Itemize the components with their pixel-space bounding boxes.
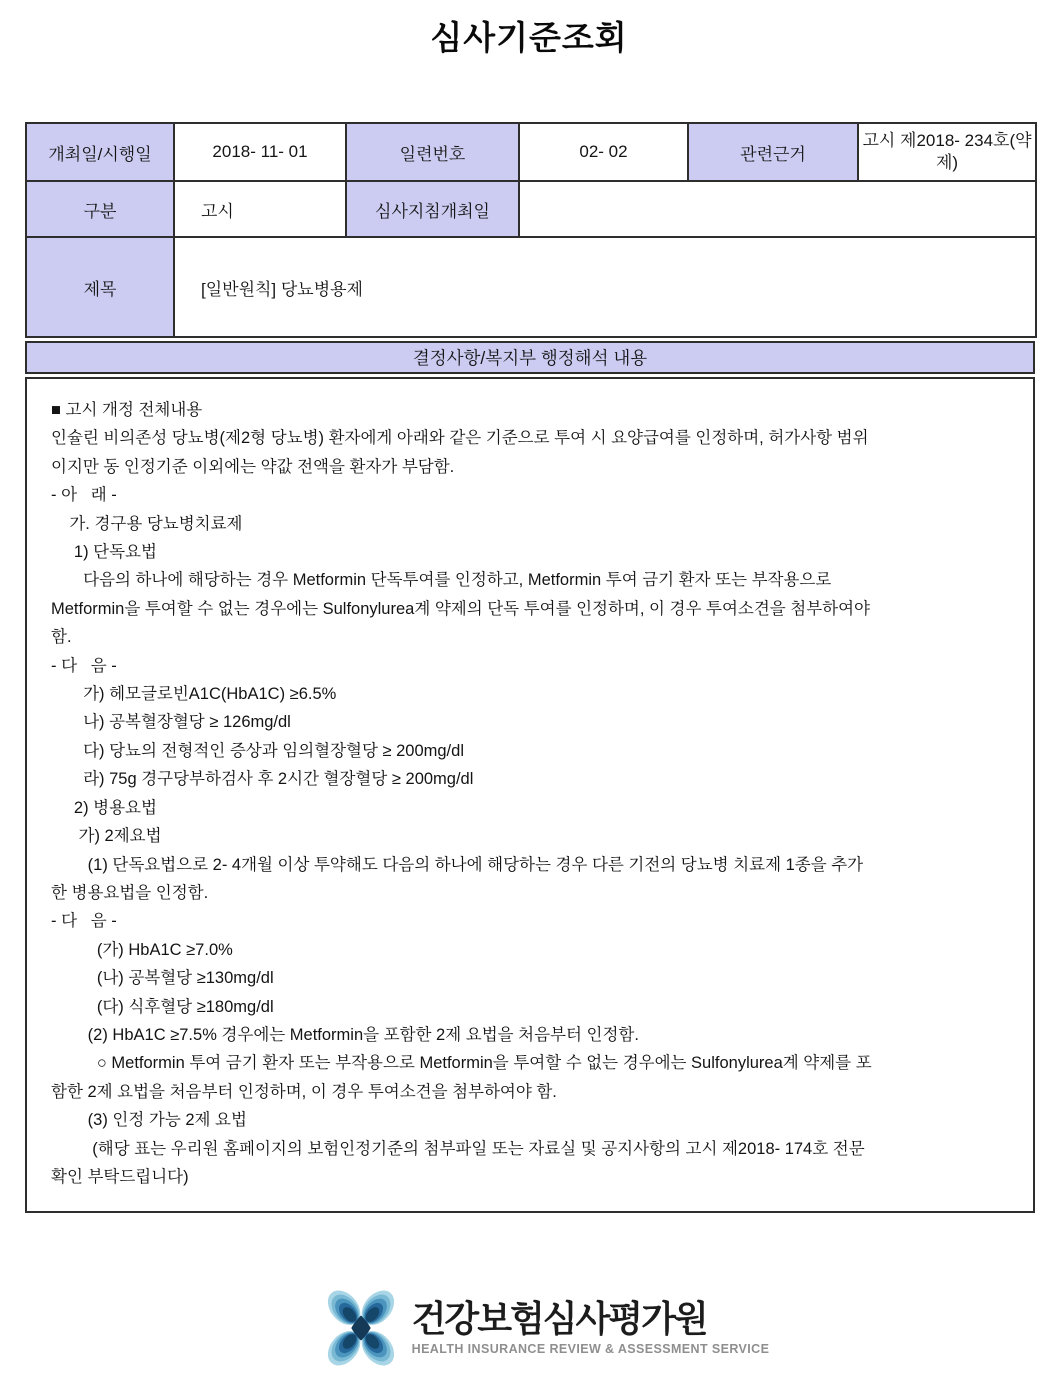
content-line: (다) 식후혈당 ≥180mg/dl	[51, 997, 274, 1016]
label-serial-number: 일련번호	[346, 123, 519, 181]
content-line: - 아 래 -	[51, 486, 117, 505]
content-line: ○ Metformin 투여 금기 환자 또는 부작용으로 Metformin을 투여할 수 없는 경우에는 Sulfonylurea계 약제를 포	[51, 1054, 872, 1073]
content-line: 나) 공복혈장혈당 ≥ 126mg/dl	[51, 713, 291, 732]
table-row	[26, 181, 1036, 237]
content-line: 인슐린 비의존성 당뇨병(제2형 당뇨병) 환자에게 아래와 같은 기준으로 투여 시 요양급여를 인정하며, 허가사항 범위	[51, 429, 869, 448]
content-line: (1) 단독요법으로 2- 4개월 이상 투약해도 다음의 하나에 해당하는 경우 다른 기전의 당뇨병 치료제 1종을 추가	[51, 855, 864, 874]
content-line: 이지만 동 인정기준 이외에는 약값 전액을 환자가 부담함.	[51, 457, 455, 476]
page-title: 심사기준조회	[430, 19, 628, 56]
value-related-basis: 고시 제2018- 234호(약제)	[858, 123, 1036, 181]
content-line: 함.	[51, 628, 72, 647]
content-line: (해당 표는 우리원 홈페이지의 보험인정기준의 첨부파일 또는 자료실 및 공지사항의 고시 제2018- 174호 전문	[51, 1139, 865, 1158]
table-row	[26, 237, 1036, 337]
decision-content-box	[25, 377, 1035, 1213]
content-line: - 다 음 -	[51, 912, 117, 931]
content-line: 2) 병용요법	[51, 798, 157, 817]
value-guideline-date	[519, 181, 1036, 237]
content-line: 가) 헤모글로빈A1C(HbA1C) ≥6.5%	[51, 685, 337, 704]
content-line: ■ 고시 개정 전체내용	[51, 401, 203, 419]
table-row	[26, 123, 1036, 181]
label-held-date: 개최일/시행일	[26, 123, 174, 181]
value-held-date: 2018- 11- 01	[174, 123, 346, 181]
footer-logo-text	[411, 1297, 770, 1357]
content-line: (2) HbA1C ≥7.5% 경우에는 Metformin을 포함한 2제 요법을 처음부터 인정함.	[51, 1025, 639, 1044]
footer-logo-block	[323, 1280, 770, 1376]
content-line: 1) 단독요법	[51, 543, 157, 562]
content-line: 가. 경구용 당뇨병치료제	[51, 514, 243, 533]
content-line: (3) 인정 가능 2제 요법	[51, 1111, 247, 1130]
info-table	[25, 122, 1037, 338]
value-category: 고시	[174, 181, 346, 237]
content-line: 다음의 하나에 해당하는 경우 Metformin 단독투여를 인정하고, Metformin 투여 금기 환자 또는 부작용으로	[51, 571, 832, 590]
value-subject: [일반원칙] 당뇨병용제	[174, 237, 1036, 337]
content-line: 라) 75g 경구당부하검사 후 2시간 혈장혈당 ≥ 200mg/dl	[51, 770, 474, 789]
content-line: (가) HbA1C ≥7.0%	[51, 940, 233, 959]
content-line: 다) 당뇨의 전형적인 증상과 임의혈장혈당 ≥ 200mg/dl	[51, 741, 464, 760]
content-line: 가) 2제요법	[51, 827, 162, 846]
content-line: 함한 2제 요법을 처음부터 인정하며, 이 경우 투여소견을 첨부하여야 함.	[51, 1082, 557, 1101]
label-related-basis: 관련근거	[688, 123, 858, 181]
label-category: 구분	[26, 181, 174, 237]
org-name: 건강보험심사평가원	[411, 1297, 707, 1339]
label-guideline-date: 심사지침개최일	[346, 181, 519, 237]
org-name-english: HEALTH INSURANCE REVIEW & ASSESSMENT SERVICE	[411, 1342, 770, 1357]
section-header-band	[25, 341, 1035, 374]
section-header-text: 결정사항/복지부 행정해석 내용	[412, 348, 648, 368]
content-line: Metformin을 투여할 수 없는 경우에는 Sulfonylurea계 약제의 단독 투여를 인정하며, 이 경우 투여소견을 첨부하여야	[51, 599, 870, 618]
content-line: 확인 부탁드립니다)	[51, 1167, 189, 1186]
content-line: (나) 공복혈당 ≥130mg/dl	[51, 969, 274, 988]
label-subject: 제목	[26, 237, 174, 337]
content-line: - 다 음 -	[51, 656, 117, 675]
value-serial-number: 02- 02	[519, 123, 688, 181]
content-line: 한 병용요법을 인정함.	[51, 883, 209, 902]
hira-butterfly-logo-icon	[323, 1280, 399, 1376]
footer	[0, 1280, 1058, 1376]
